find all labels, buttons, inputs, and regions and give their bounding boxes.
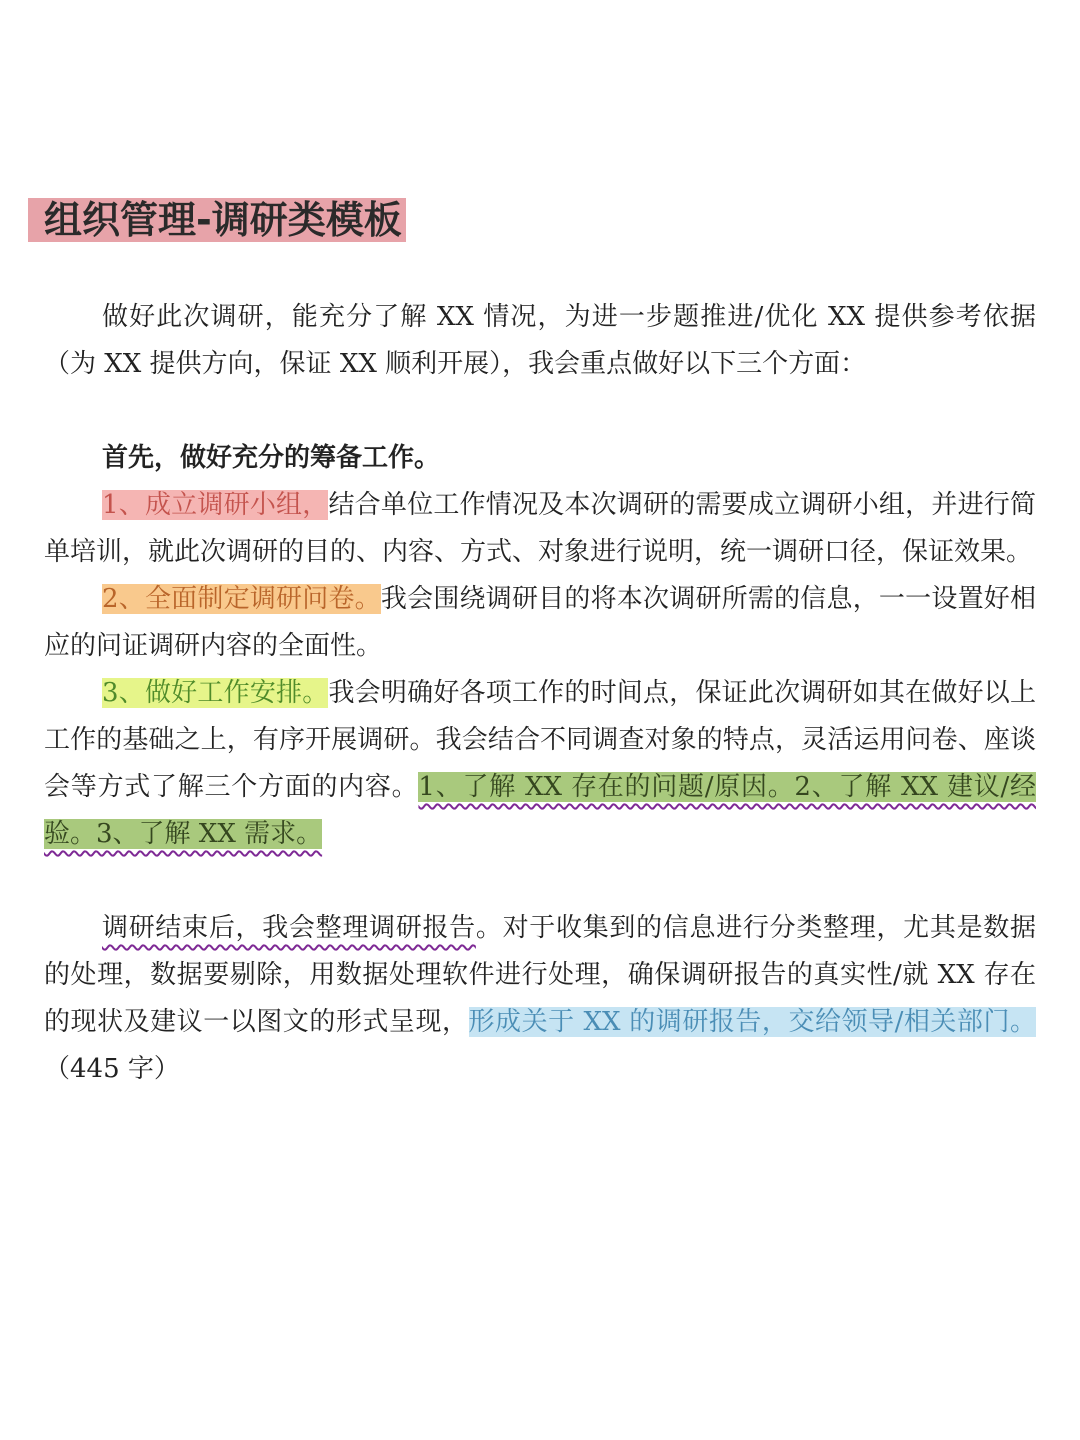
closing-text: 。对于收集到的信息进行分类整理，尤其是数据的处理，数据要剔除，用数据处理软件进行处理，确保调研报告的真实性/就 XX 存在的现状及建议一以图文的形式呈现， bbox=[44, 913, 1036, 1037]
item-2-paragraph bbox=[44, 576, 1036, 670]
item-3-paragraph bbox=[44, 670, 1036, 858]
intro-paragraph: 做好此次调研，能充分了解 XX 情况，为进一步题推进/优化 XX 提供参考依据（为 XX 提供方向，保证 XX 顺利开展），我会重点做好以下三个方面： bbox=[44, 302, 1036, 379]
closing-lead: 调研结束后，我会整理调研报告 bbox=[102, 913, 476, 943]
item-1-paragraph bbox=[44, 482, 1036, 576]
spacer bbox=[44, 388, 1036, 435]
section-heading: 首先，做好充分的筹备工作。 bbox=[102, 443, 441, 473]
document-body bbox=[44, 294, 1036, 1093]
item-2-label: 2、全面制定调研问卷。 bbox=[102, 584, 381, 614]
item-3-text: 我会明确好各项工作的时间点，保证此次调研如其在做好以上工作的基础之上，有序开展调研。我会结合不同调查对象的特点，灵活运用问卷、座谈会等方式了解三个方面的内容。 bbox=[44, 678, 1036, 802]
closing-highlight: 形成关于 XX 的调研报告，交给领导/相关部门。 bbox=[468, 1007, 1036, 1037]
item-3-label: 3、做好工作安排。 bbox=[102, 678, 329, 708]
item-1-text: 结合单位工作情况及本次调研的需要成立调研小组，并进行简单培训，就此次调研的目的、内容、方式、对象进行说明，统一调研口径，保证效果。 bbox=[44, 490, 1036, 567]
item-1-label: 1、成立调研小组， bbox=[102, 490, 329, 520]
closing-paragraph bbox=[44, 905, 1036, 1093]
item-3-goals: 1、了解 XX 存在的问题/原因。2、了解 XX 建议/经验。3、了解 XX 需求。 bbox=[44, 772, 1036, 849]
word-count: （445 字） bbox=[44, 1054, 180, 1084]
spacer bbox=[44, 858, 1036, 905]
page-title: 组织管理-调研类模板 bbox=[28, 198, 406, 242]
item-2-text: 我会围绕调研目的将本次调研所需的信息，一一设置好相应的问证调研内容的全面性。 bbox=[44, 584, 1036, 661]
